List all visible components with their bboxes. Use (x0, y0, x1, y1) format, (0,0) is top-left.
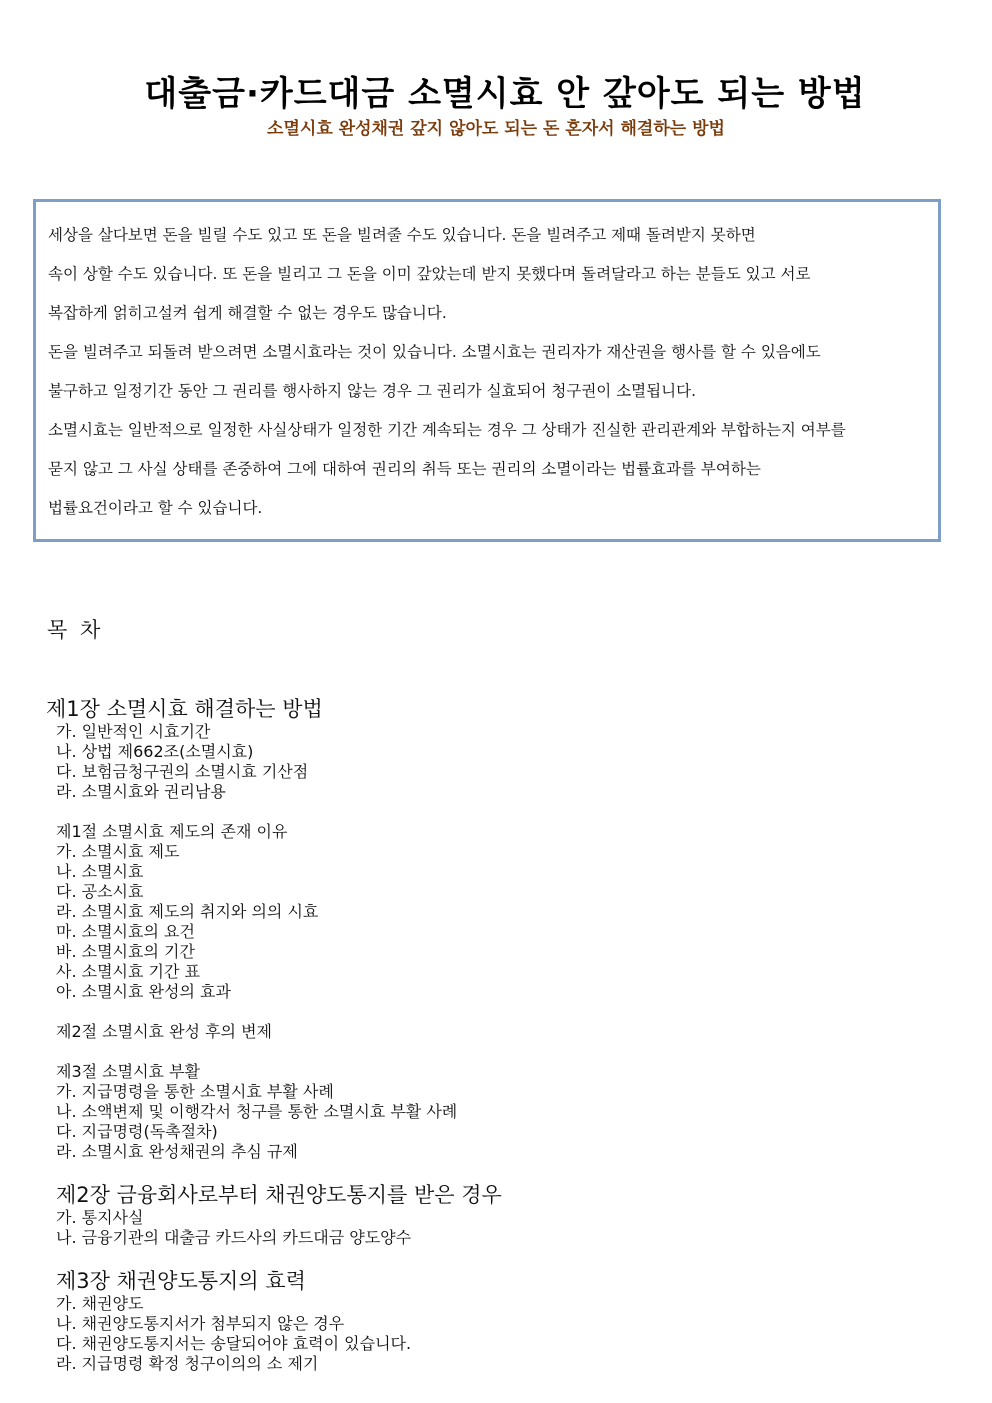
toc-item: 가. 일반적인 시효기간 (56, 722, 211, 741)
toc-item: 다. 보험금청구권의 소멸시효 기산점 (56, 762, 309, 781)
toc-item: 가. 지급명령을 통한 소멸시효 부활 사례 (56, 1082, 334, 1101)
toc-item: 라. 소멸시효 제도의 취지와 의의 시효 (56, 902, 319, 921)
toc-item: 나. 채권양도통지서가 첨부되지 않은 경우 (56, 1314, 345, 1333)
intro-line: 세상을 살다보면 돈을 빌릴 수도 있고 또 돈을 빌려줄 수도 있습니다. 돈을 빌려주고 제때 돌려받지 못하면 (48, 226, 756, 244)
toc-item: 바. 소멸시효의 기간 (56, 942, 195, 961)
intro-line: 복잡하게 얽히고설켜 쉽게 해결할 수 없는 경우도 많습니다. (48, 304, 447, 322)
document-subtitle: 소멸시효 완성채권 갚지 않아도 되는 돈 혼자서 해결하는 방법 (267, 119, 725, 139)
toc-item: 다. 공소시효 (56, 882, 144, 901)
document-title: 대출금·카드대금 소멸시효 안 갚아도 되는 방법 (144, 74, 866, 114)
intro-line: 소멸시효는 일반적으로 일정한 사실상태가 일정한 기간 계속되는 경우 그 상태가 진실한 관리관계와 부합하는지 여부를 (48, 421, 846, 439)
toc-chapter-3: 제3장 채권양도통지의 효력 (56, 1269, 306, 1293)
toc-item: 나. 소멸시효 (56, 862, 144, 881)
toc-item: 가. 채권양도 (56, 1294, 144, 1313)
toc-section-3: 제3절 소멸시효 부활 (56, 1062, 200, 1081)
toc-item: 가. 통지사실 (56, 1208, 144, 1227)
toc-item: 다. 채권양도통지서는 송달되어야 효력이 있습니다. (56, 1334, 412, 1353)
toc-chapter-2: 제2장 금융회사로부터 채권양도통지를 받은 경우 (56, 1183, 502, 1207)
toc-item: 가. 소멸시효 제도 (56, 842, 180, 861)
toc-item: 마. 소멸시효의 요건 (56, 922, 195, 941)
intro-line: 묻지 않고 그 사실 상태를 존중하여 그에 대하여 권리의 취득 또는 권리의 소멸이라는 법률효과를 부여하는 (48, 460, 761, 478)
toc-item: 라. 소멸시효와 권리남용 (56, 782, 226, 801)
toc-item: 라. 지급명령 확정 청구이의의 소 제기 (56, 1354, 319, 1373)
toc-item: 아. 소멸시효 완성의 효과 (56, 982, 231, 1001)
toc-chapter-1: 제1장 소멸시효 해결하는 방법 (46, 697, 323, 721)
toc-heading: 목 차 (47, 618, 104, 642)
toc-item: 다. 지급명령(독촉절차) (56, 1122, 218, 1141)
toc-section-2: 제2절 소멸시효 완성 후의 변제 (56, 1022, 272, 1041)
intro-box (33, 199, 941, 542)
toc-item: 나. 상법 제662조(소멸시효) (56, 742, 254, 761)
toc-item: 라. 소멸시효 완성채권의 추심 규제 (56, 1142, 298, 1161)
intro-line: 법률요건이라고 할 수 있습니다. (48, 499, 263, 517)
intro-line: 돈을 빌려주고 되돌려 받으려면 소멸시효라는 것이 있습니다. 소멸시효는 권리자가 재산권을 행사를 할 수 있음에도 (48, 343, 821, 361)
toc-item: 나. 소액변제 및 이행각서 청구를 통한 소멸시효 부활 사례 (56, 1102, 458, 1121)
toc-section-1: 제1절 소멸시효 제도의 존재 이유 (56, 822, 288, 841)
toc-item: 사. 소멸시효 기간 표 (56, 962, 200, 981)
intro-line: 불구하고 일정기간 동안 그 권리를 행사하지 않는 경우 그 권리가 실효되어 청구권이 소멸됩니다. (48, 382, 697, 400)
toc-item: 나. 금융기관의 대출금 카드사의 카드대금 양도양수 (56, 1228, 412, 1247)
intro-line: 속이 상할 수도 있습니다. 또 돈을 빌리고 그 돈을 이미 갚았는데 받지 못했다며 돌려달라고 하는 분들도 있고 서로 (48, 265, 811, 283)
